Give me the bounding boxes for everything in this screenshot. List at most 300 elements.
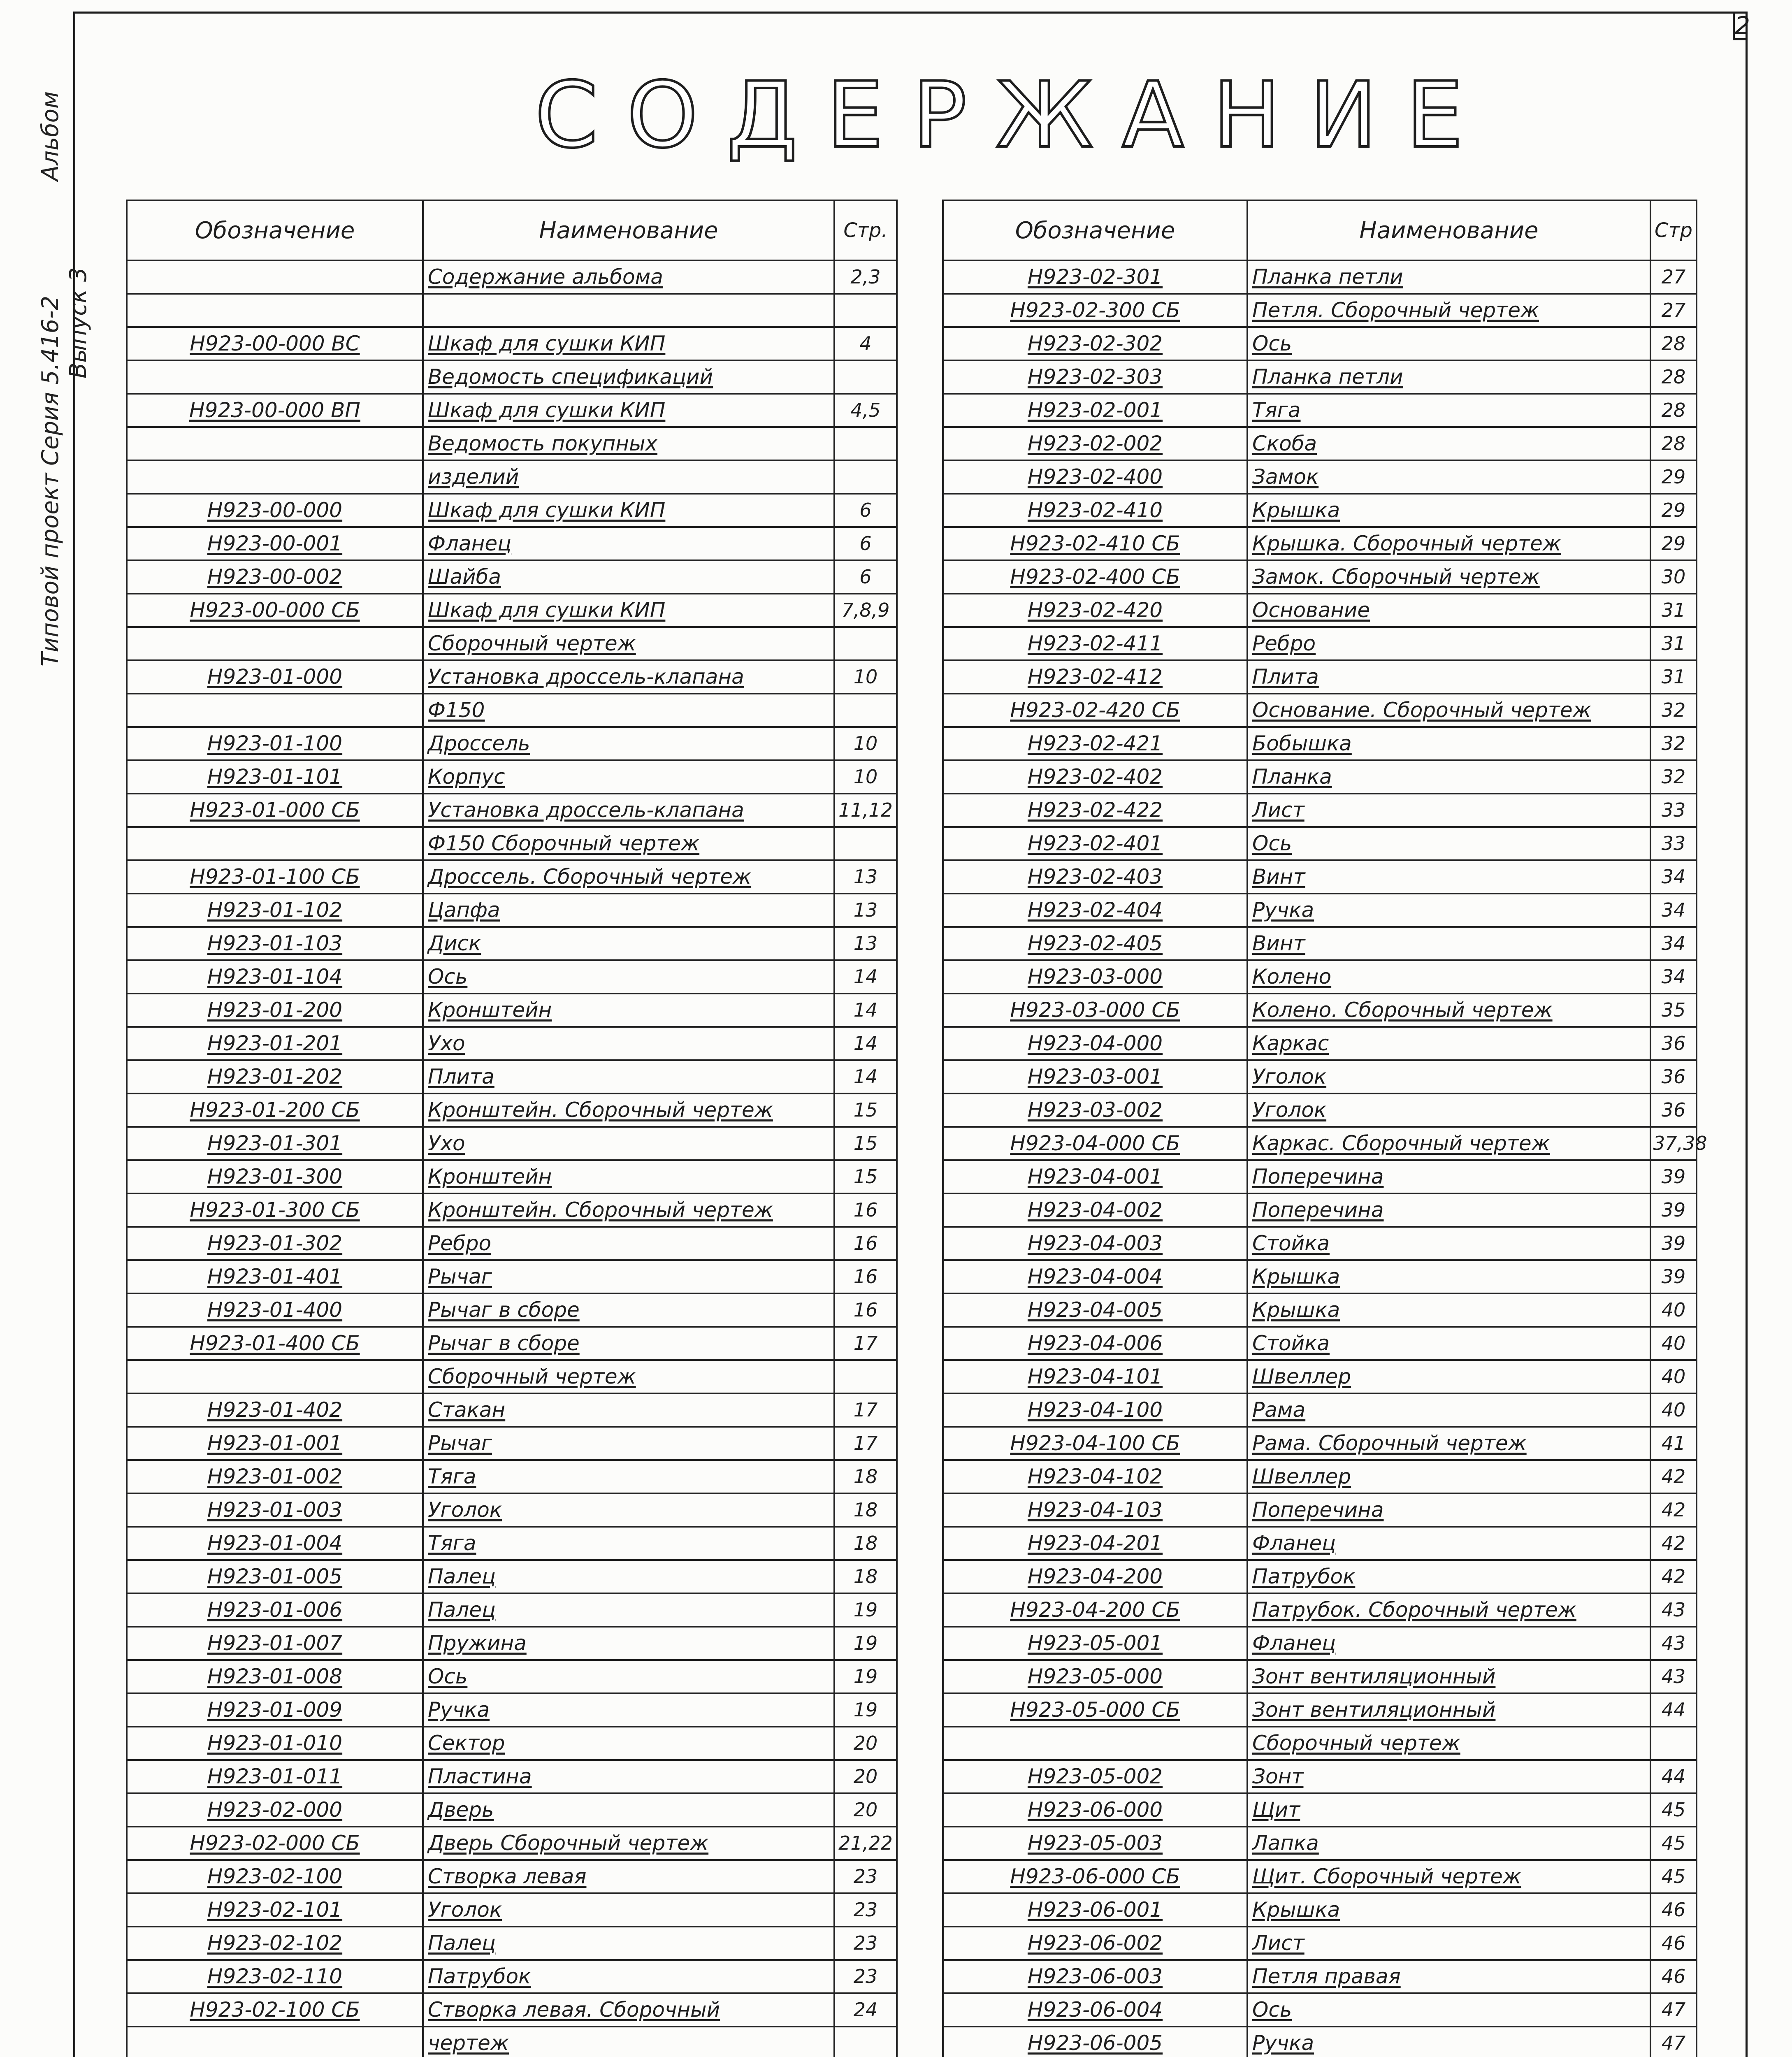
row-name: Замок. Сборочный чертеж [1247, 560, 1650, 594]
row-designation: Н923-06-000 СБ [943, 1860, 1247, 1893]
row-designation: Н923-02-421 [943, 727, 1247, 760]
row-designation [127, 294, 423, 327]
table-row [943, 1760, 1697, 1793]
row-designation: Н923-04-200 [943, 1560, 1247, 1593]
row-designation: Н923-05-000 [943, 1660, 1247, 1693]
table-row [943, 1627, 1697, 1660]
row-designation: Н923-01-003 [127, 1493, 423, 1527]
row-designation: Н923-04-001 [943, 1160, 1247, 1193]
table-row [127, 1293, 897, 1327]
row-designation: Н923-01-201 [127, 1027, 423, 1060]
row-name: Рычаг [423, 1427, 834, 1460]
table-row [127, 1260, 897, 1293]
table-row [943, 994, 1697, 1027]
table-row [127, 1993, 897, 2027]
table-row [943, 1793, 1697, 1827]
table-row [943, 394, 1697, 427]
table-row [943, 1827, 1697, 1860]
row-designation: Н923-02-411 [943, 627, 1247, 660]
table-row [943, 960, 1697, 994]
row-name: Патрубок [423, 1960, 834, 1993]
row-designation: Н923-02-110 [127, 1960, 423, 1993]
row-page: 42 [1650, 1527, 1697, 1560]
table-row [943, 894, 1697, 927]
row-page [1650, 1727, 1697, 1760]
table-row [943, 527, 1697, 560]
row-designation [127, 260, 423, 294]
table-row [127, 427, 897, 460]
table-row [127, 1227, 897, 1260]
row-designation: Н923-02-101 [127, 1893, 423, 1927]
row-page: 46 [1650, 1960, 1697, 1993]
row-name: Сборочный чертеж [423, 1360, 834, 1393]
row-page [834, 460, 897, 494]
table-row [943, 594, 1697, 627]
row-name: Фланец [1247, 1527, 1650, 1560]
row-name: Ось [1247, 327, 1650, 360]
row-name: Тяга [1247, 394, 1650, 427]
row-page: 14 [834, 1060, 897, 1094]
row-name: Поперечина [1247, 1493, 1650, 1527]
row-name: Патрубок [1247, 1560, 1650, 1593]
row-designation: Н923-06-002 [943, 1927, 1247, 1960]
row-name: Кронштейн. Сборочный чертеж [423, 1193, 834, 1227]
row-name: Шкаф для сушки КИП [423, 594, 834, 627]
row-designation: Н923-00-000 ВС [127, 327, 423, 360]
row-page: 6 [834, 527, 897, 560]
table-row [943, 1960, 1697, 1993]
row-page: 17 [834, 1427, 897, 1460]
row-page: 42 [1650, 1560, 1697, 1593]
contents-table-left [126, 200, 898, 2057]
table-row [127, 394, 897, 427]
row-page: 28 [1650, 327, 1697, 360]
header-designation: Обозначение [943, 200, 1247, 260]
row-designation: Н923-02-303 [943, 360, 1247, 394]
table-row [943, 760, 1697, 794]
table-row [127, 894, 897, 927]
table-row [127, 927, 897, 960]
table-row [127, 1127, 897, 1160]
row-page: 18 [834, 1527, 897, 1560]
row-designation: Н923-00-002 [127, 560, 423, 594]
side-album-label: Альбом [37, 91, 64, 181]
row-name: Петля. Сборочный чертеж [1247, 294, 1650, 327]
row-designation: Н923-05-003 [943, 1827, 1247, 1860]
row-designation: Н923-00-000 ВП [127, 394, 423, 427]
row-designation: Н923-01-011 [127, 1760, 423, 1793]
row-designation: Н923-05-002 [943, 1760, 1247, 1793]
row-designation: Н923-06-003 [943, 1960, 1247, 1993]
table-row [127, 1727, 897, 1760]
table-row [127, 1094, 897, 1127]
row-page: 34 [1650, 894, 1697, 927]
table-row [943, 1327, 1697, 1360]
header-name: Наименование [423, 200, 834, 260]
row-page: 32 [1650, 760, 1697, 794]
row-designation: Н923-01-007 [127, 1627, 423, 1660]
table-row [943, 627, 1697, 660]
row-designation: Н923-02-401 [943, 827, 1247, 860]
table-row [943, 1593, 1697, 1627]
row-name: Сборочный чертеж [423, 627, 834, 660]
row-designation: Н923-00-000 СБ [127, 594, 423, 627]
row-designation: Н923-01-002 [127, 1460, 423, 1493]
row-designation: Н923-04-103 [943, 1493, 1247, 1527]
row-page: 15 [834, 1094, 897, 1127]
row-designation: Н923-01-202 [127, 1060, 423, 1094]
row-designation [127, 360, 423, 394]
row-name: Ф150 Сборочный чертеж [423, 827, 834, 860]
row-page: 46 [1650, 1893, 1697, 1927]
row-designation: Н923-01-010 [127, 1727, 423, 1760]
row-designation: Н923-02-100 [127, 1860, 423, 1893]
row-name: Тяга [423, 1460, 834, 1493]
row-page [834, 360, 897, 394]
row-designation: Н923-04-003 [943, 1227, 1247, 1260]
table-row [943, 1460, 1697, 1493]
row-page: 43 [1650, 1660, 1697, 1693]
row-page: 4,5 [834, 394, 897, 427]
row-name [423, 294, 834, 327]
row-designation: Н923-02-412 [943, 660, 1247, 694]
table-row [943, 1860, 1697, 1893]
row-designation: Н923-01-301 [127, 1127, 423, 1160]
row-page: 17 [834, 1327, 897, 1360]
row-name: Установка дроссель-клапана [423, 660, 834, 694]
table-row [127, 1060, 897, 1094]
table-row [943, 660, 1697, 694]
row-designation [127, 827, 423, 860]
row-designation: Н923-01-200 СБ [127, 1094, 423, 1127]
table-row [127, 327, 897, 360]
table-row [127, 1527, 897, 1560]
row-name: Стойка [1247, 1327, 1650, 1360]
table-row [943, 727, 1697, 760]
row-page: 44 [1650, 1760, 1697, 1793]
row-page: 45 [1650, 1860, 1697, 1893]
row-page: 35 [1650, 994, 1697, 1027]
row-designation: Н923-02-002 [943, 427, 1247, 460]
table-row [943, 1060, 1697, 1094]
table-row [127, 360, 897, 394]
row-designation: Н923-04-100 СБ [943, 1427, 1247, 1460]
row-designation: Н923-04-000 СБ [943, 1127, 1247, 1160]
row-page: 19 [834, 1627, 897, 1660]
row-name: Диск [423, 927, 834, 960]
row-designation [127, 460, 423, 494]
row-designation: Н923-02-420 [943, 594, 1247, 627]
row-name: Створка левая. Сборочный [423, 1993, 834, 2027]
row-page: 14 [834, 960, 897, 994]
row-designation: Н923-04-201 [943, 1527, 1247, 1560]
row-name: Ведомость спецификаций [423, 360, 834, 394]
row-designation: Н923-02-410 СБ [943, 527, 1247, 560]
table-row [943, 1893, 1697, 1927]
row-name: Кронштейн. Сборочный чертеж [423, 1094, 834, 1127]
row-designation: Н923-02-301 [943, 260, 1247, 294]
row-name: Кронштейн [423, 994, 834, 1027]
row-name: Ось [1247, 1993, 1650, 2027]
row-name: Рычаг в сборе [423, 1327, 834, 1360]
row-designation: Н923-02-000 СБ [127, 1827, 423, 1860]
table-row [943, 427, 1697, 460]
table-row [127, 1893, 897, 1927]
row-designation: Н923-06-000 [943, 1793, 1247, 1827]
row-designation: Н923-01-400 [127, 1293, 423, 1327]
table-row [127, 1027, 897, 1060]
table-row [943, 1927, 1697, 1960]
table-row [127, 827, 897, 860]
table-row [127, 594, 897, 627]
row-name: Дроссель [423, 727, 834, 760]
row-designation: Н923-02-405 [943, 927, 1247, 960]
row-page: 40 [1650, 1360, 1697, 1393]
row-name: Стойка [1247, 1227, 1650, 1260]
row-designation: Н923-00-001 [127, 527, 423, 560]
table-row [943, 694, 1697, 727]
row-name: Патрубок. Сборочный чертеж [1247, 1593, 1650, 1627]
row-name: Уголок [423, 1893, 834, 1927]
table-row [943, 1993, 1697, 2027]
row-page [834, 2027, 897, 2057]
row-designation: Н923-02-102 [127, 1927, 423, 1960]
row-name: Лапка [1247, 1827, 1650, 1860]
row-name: Плита [423, 1060, 834, 1094]
row-page [834, 1360, 897, 1393]
table-row [943, 1660, 1697, 1693]
row-name: Плита [1247, 660, 1650, 694]
row-name: изделий [423, 460, 834, 494]
table-header-row [943, 200, 1697, 260]
row-page: 16 [834, 1193, 897, 1227]
row-designation [127, 1360, 423, 1393]
row-designation: Н923-02-403 [943, 860, 1247, 894]
row-designation: Н923-01-104 [127, 960, 423, 994]
row-designation: Н923-02-302 [943, 327, 1247, 360]
row-name: Содержание альбома [423, 260, 834, 294]
row-page: 18 [834, 1493, 897, 1527]
table-row [127, 1593, 897, 1627]
row-name: Крышка. Сборочный чертеж [1247, 527, 1650, 560]
row-name: Ребро [423, 1227, 834, 1260]
row-page: 34 [1650, 860, 1697, 894]
row-designation: Н923-01-103 [127, 927, 423, 960]
row-designation: Н923-02-422 [943, 794, 1247, 827]
table-row [943, 1393, 1697, 1427]
row-name: Дверь [423, 1793, 834, 1827]
row-designation: Н923-02-000 [127, 1793, 423, 1827]
table-row [127, 1360, 897, 1393]
row-page: 23 [834, 1893, 897, 1927]
row-name: Замок [1247, 460, 1650, 494]
row-designation: Н923-01-302 [127, 1227, 423, 1260]
table-row [127, 460, 897, 494]
row-name: Пластина [423, 1760, 834, 1793]
row-name: Шкаф для сушки КИП [423, 394, 834, 427]
row-name: Скоба [1247, 427, 1650, 460]
row-designation: Н923-01-008 [127, 1660, 423, 1693]
table-row [127, 1327, 897, 1360]
row-name: Крышка [1247, 1260, 1650, 1293]
row-page: 18 [834, 1460, 897, 1493]
row-designation: Н923-01-402 [127, 1393, 423, 1427]
row-name: Уголок [1247, 1094, 1650, 1127]
row-designation: Н923-01-004 [127, 1527, 423, 1560]
table-row [127, 860, 897, 894]
row-name: Палец [423, 1560, 834, 1593]
row-page: 23 [834, 1860, 897, 1893]
table-row [943, 827, 1697, 860]
row-name: Лист [1247, 794, 1650, 827]
table-row [943, 260, 1697, 294]
table-row [127, 960, 897, 994]
row-page: 47 [1650, 2027, 1697, 2057]
table-row [943, 1227, 1697, 1260]
row-designation: Н923-02-400 СБ [943, 560, 1247, 594]
table-row [943, 494, 1697, 527]
row-name: Рама [1247, 1393, 1650, 1427]
row-page: 13 [834, 894, 897, 927]
row-designation: Н923-01-009 [127, 1693, 423, 1727]
row-page: 14 [834, 1027, 897, 1060]
row-page: 31 [1650, 660, 1697, 694]
table-row [127, 760, 897, 794]
row-name: Палец [423, 1593, 834, 1627]
table-row [127, 794, 897, 827]
table-row [943, 1693, 1697, 1727]
row-page: 17 [834, 1393, 897, 1427]
row-page: 16 [834, 1227, 897, 1260]
table-row [943, 1260, 1697, 1293]
row-designation: Н923-04-102 [943, 1460, 1247, 1493]
table-row [943, 1427, 1697, 1460]
table-row [943, 460, 1697, 494]
row-name: Каркас. Сборочный чертеж [1247, 1127, 1650, 1160]
row-page: 16 [834, 1260, 897, 1293]
row-name: Уголок [423, 1493, 834, 1527]
table-row [943, 1727, 1697, 1760]
row-page: 11,12 [834, 794, 897, 827]
row-name: Поперечина [1247, 1160, 1650, 1193]
row-page: 45 [1650, 1793, 1697, 1827]
row-name: Фланец [1247, 1627, 1650, 1660]
row-page: 13 [834, 860, 897, 894]
row-page: 47 [1650, 1993, 1697, 2027]
row-name: Ухо [423, 1027, 834, 1060]
row-name: Каркас [1247, 1027, 1650, 1060]
row-page: 36 [1650, 1094, 1697, 1127]
table-row [943, 560, 1697, 594]
table-row [943, 860, 1697, 894]
row-name: Дверь Сборочный чертеж [423, 1827, 834, 1860]
row-name: Створка левая [423, 1860, 834, 1893]
row-name: Ведомость покупных [423, 427, 834, 460]
row-name: Ручка [423, 1693, 834, 1727]
row-designation: Н923-01-101 [127, 760, 423, 794]
row-name: Ось [423, 960, 834, 994]
row-page [834, 294, 897, 327]
row-name: Зонт [1247, 1760, 1650, 1793]
header-name: Наименование [1247, 200, 1650, 260]
row-name: Рычаг в сборе [423, 1293, 834, 1327]
row-name: Установка дроссель-клапана [423, 794, 834, 827]
row-page: 19 [834, 1693, 897, 1727]
row-page: 32 [1650, 694, 1697, 727]
table-row [127, 1793, 897, 1827]
row-page: 27 [1650, 294, 1697, 327]
row-designation: Н923-04-006 [943, 1327, 1247, 1360]
row-designation: Н923-01-401 [127, 1260, 423, 1293]
row-page: 28 [1650, 394, 1697, 427]
row-page: 44 [1650, 1693, 1697, 1727]
row-name: Цапфа [423, 894, 834, 927]
row-name: Ребро [1247, 627, 1650, 660]
row-page: 39 [1650, 1193, 1697, 1227]
row-name: Щит. Сборочный чертеж [1247, 1860, 1650, 1893]
table-row [127, 1393, 897, 1427]
row-page: 6 [834, 494, 897, 527]
row-name: Зонт вентиляционный [1247, 1693, 1650, 1727]
table-row [127, 1927, 897, 1960]
row-designation: Н923-02-001 [943, 394, 1247, 427]
side-issue-label: Выпуск 3 [65, 267, 92, 378]
row-designation: Н923-02-100 СБ [127, 1993, 423, 2027]
table-row [943, 327, 1697, 360]
row-name: Рычаг [423, 1260, 834, 1293]
side-series-label: Типовой проект Серия 5.416-2 [37, 295, 64, 666]
row-page: 32 [1650, 727, 1697, 760]
row-page [834, 427, 897, 460]
row-name: Крышка [1247, 1893, 1650, 1927]
table-row [943, 1527, 1697, 1560]
table-row [127, 1860, 897, 1893]
row-page: 7,8,9 [834, 594, 897, 627]
row-page: 19 [834, 1660, 897, 1693]
row-page: 20 [834, 1793, 897, 1827]
row-name: Швеллер [1247, 1360, 1650, 1393]
row-name: Винт [1247, 860, 1650, 894]
row-name: Ручка [1247, 2027, 1650, 2057]
row-designation: Н923-01-102 [127, 894, 423, 927]
row-name: Крышка [1247, 494, 1650, 527]
row-name: Ось [1247, 827, 1650, 860]
row-designation [943, 1727, 1247, 1760]
row-name: Тяга [423, 1527, 834, 1560]
row-name: Ухо [423, 1127, 834, 1160]
row-page: 39 [1650, 1260, 1697, 1293]
contents-left-body [127, 260, 897, 2057]
row-name: Шкаф для сушки КИП [423, 327, 834, 360]
row-page: 33 [1650, 827, 1697, 860]
table-row [127, 1427, 897, 1460]
row-name: Ручка [1247, 894, 1650, 927]
row-page: 20 [834, 1727, 897, 1760]
row-page: 37,38 [1650, 1127, 1697, 1160]
row-page: 2,3 [834, 260, 897, 294]
table-row [943, 2027, 1697, 2057]
table-row [943, 1094, 1697, 1127]
row-page [834, 627, 897, 660]
row-designation: Н923-01-000 [127, 660, 423, 694]
row-page: 19 [834, 1593, 897, 1627]
row-designation: Н923-01-006 [127, 1593, 423, 1627]
row-name: Поперечина [1247, 1193, 1650, 1227]
table-row [943, 1560, 1697, 1593]
table-row [127, 994, 897, 1027]
row-page: 20 [834, 1760, 897, 1793]
row-page: 31 [1650, 594, 1697, 627]
